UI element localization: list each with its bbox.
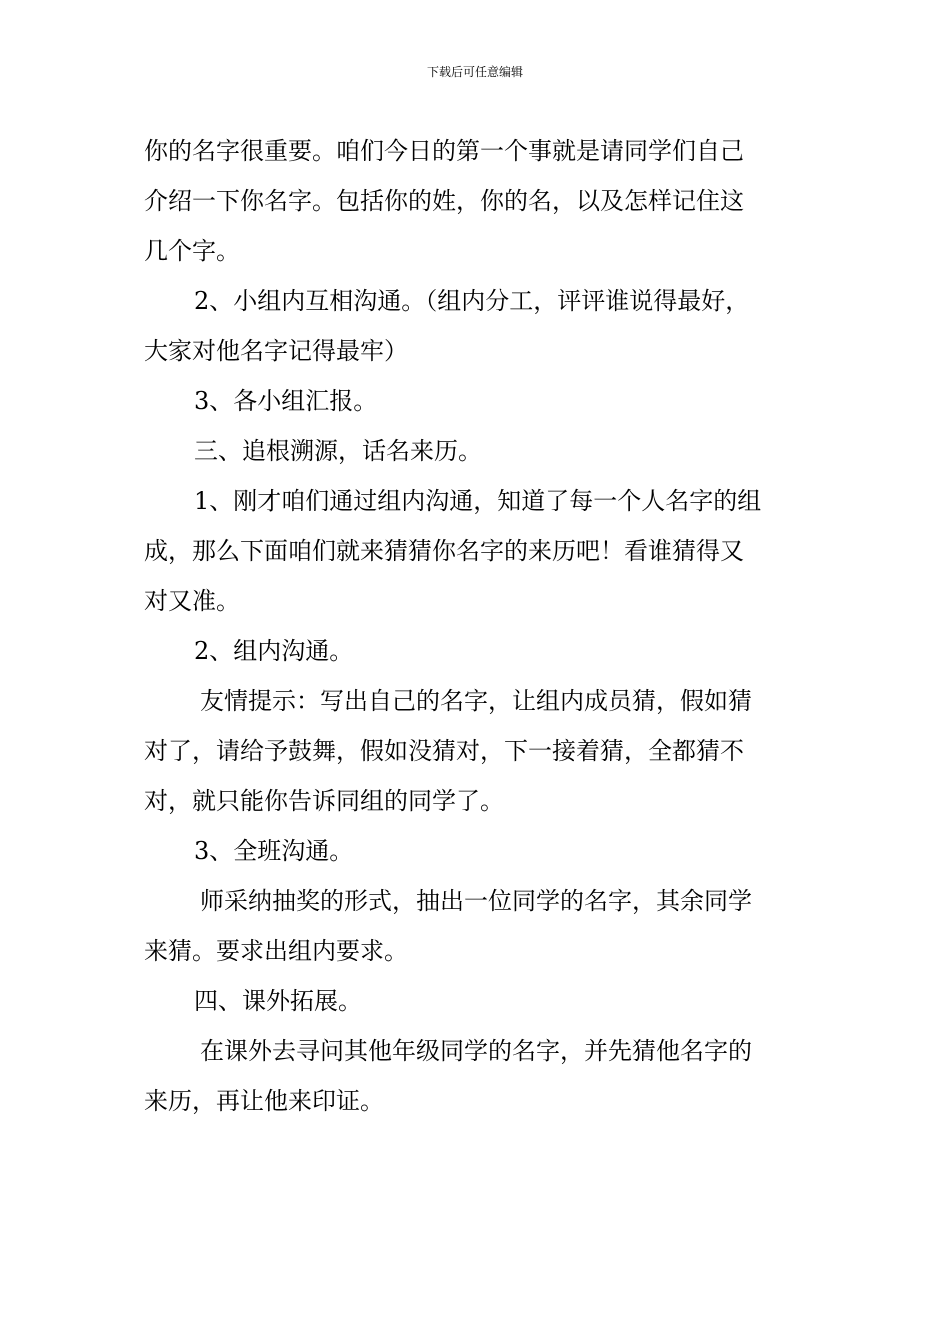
text-line: 介绍一下你名字。包括你的姓，你的名，以及怎样记住这 (144, 187, 744, 215)
text-line: 几个字。 (144, 237, 240, 265)
text-line: 3、全班沟通。 (194, 837, 354, 865)
text-line: 友情提示：写出自己的名字，让组内成员猜，假如猜 (200, 687, 752, 715)
section-heading: 四、课外拓展。 (194, 987, 362, 1015)
text-line: 师采纳抽奖的形式，抽出一位同学的名字，其余同学 (200, 887, 752, 915)
text-line: 你的名字很重要。咱们今日的第一个事就是请同学们自己 (144, 137, 744, 165)
text-line: 成，那么下面咱们就来猜猜你名字的来历吧！看谁猜得又 (144, 537, 744, 565)
text-line: 1、刚才咱们通过组内沟通，知道了每一个人名字的组 (194, 487, 762, 515)
text-line: 对，就只能你告诉同组的同学了。 (144, 787, 504, 815)
text-line: 对又准。 (144, 587, 240, 615)
document-body (144, 126, 814, 1126)
text-line: 对了，请给予鼓舞，假如没猜对，下一接着猜，全都猜不 (144, 737, 744, 765)
text-line: 来历，再让他来印证。 (144, 1087, 384, 1115)
page-header: 下载后可任意编辑 (426, 65, 523, 79)
text-line: 来猜。要求出组内要求。 (144, 937, 408, 965)
section-heading: 三、追根溯源，话名来历。 (194, 437, 482, 465)
text-line: 3、各小组汇报。 (194, 387, 378, 415)
text-line: 2、小组内互相沟通。（组内分工，评评谁说得最好， (194, 287, 750, 315)
text-line: 大家对他名字记得最牢） (144, 337, 408, 365)
text-line: 在课外去寻问其他年级同学的名字，并先猜他名字的 (200, 1037, 752, 1065)
text-line: 2、组内沟通。 (194, 637, 354, 665)
